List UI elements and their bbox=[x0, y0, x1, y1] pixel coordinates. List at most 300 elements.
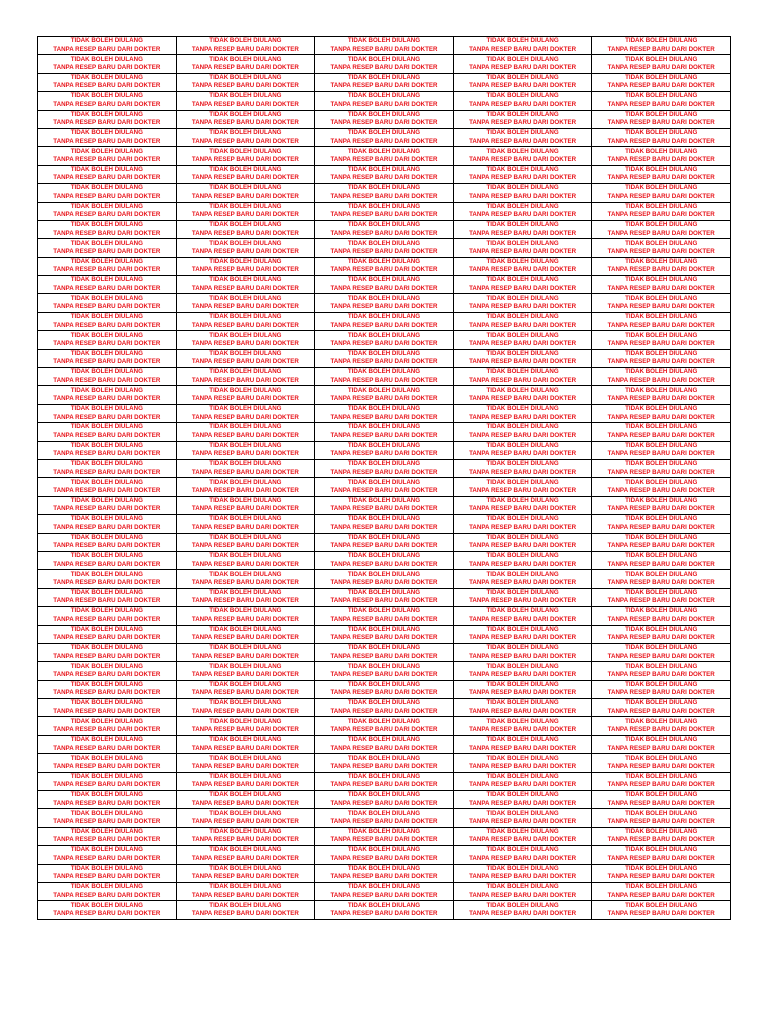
label-line-2: TANPA RESEP BARU DARI DOKTER bbox=[607, 836, 715, 844]
label-cell bbox=[592, 625, 731, 643]
label-line-1: TIDAK BOLEH DIULANG bbox=[347, 607, 421, 615]
label-line-1: TIDAK BOLEH DIULANG bbox=[486, 349, 559, 357]
label-cell bbox=[315, 147, 454, 165]
label-line-1: TIDAK BOLEH DIULANG bbox=[70, 239, 143, 247]
label-line-2: TANPA RESEP BARU DARI DOKTER bbox=[607, 781, 715, 789]
label-row bbox=[38, 809, 731, 827]
label-cell bbox=[176, 791, 315, 809]
label-line-1: TIDAK BOLEH DIULANG bbox=[209, 497, 282, 505]
label-line-2: TANPA RESEP BARU DARI DOKTER bbox=[191, 615, 299, 623]
label-line-1: TIDAK BOLEH DIULANG bbox=[486, 607, 559, 615]
label-line-2: TANPA RESEP BARU DARI DOKTER bbox=[607, 707, 715, 715]
label-cell bbox=[592, 699, 731, 717]
label-line-1: TIDAK BOLEH DIULANG bbox=[625, 625, 698, 633]
label-line-1: TIDAK BOLEH DIULANG bbox=[347, 736, 421, 744]
label-cell bbox=[592, 809, 731, 827]
label-cell bbox=[453, 588, 592, 606]
label-line-2: TANPA RESEP BARU DARI DOKTER bbox=[330, 523, 438, 531]
label-cell bbox=[38, 257, 177, 275]
label-line-2: TANPA RESEP BARU DARI DOKTER bbox=[607, 431, 715, 439]
label-row bbox=[38, 662, 731, 680]
label-cell bbox=[453, 220, 592, 238]
label-cell bbox=[176, 92, 315, 110]
label-cell bbox=[176, 404, 315, 422]
label-cell bbox=[453, 368, 592, 386]
label-line-2: TANPA RESEP BARU DARI DOKTER bbox=[191, 229, 299, 237]
label-line-1: TIDAK BOLEH DIULANG bbox=[625, 515, 698, 523]
label-line-1: TIDAK BOLEH DIULANG bbox=[70, 129, 143, 137]
label-line-1: TIDAK BOLEH DIULANG bbox=[347, 754, 421, 762]
label-cell bbox=[592, 312, 731, 330]
label-cell bbox=[315, 73, 454, 91]
label-line-1: TIDAK BOLEH DIULANG bbox=[486, 497, 559, 505]
label-line-2: TANPA RESEP BARU DARI DOKTER bbox=[469, 523, 577, 531]
label-line-1: TIDAK BOLEH DIULANG bbox=[70, 662, 143, 670]
label-line-2: TANPA RESEP BARU DARI DOKTER bbox=[469, 82, 577, 90]
label-line-2: TANPA RESEP BARU DARI DOKTER bbox=[330, 762, 438, 770]
label-row bbox=[38, 533, 731, 551]
label-line-2: TANPA RESEP BARU DARI DOKTER bbox=[607, 339, 715, 347]
label-line-2: TANPA RESEP BARU DARI DOKTER bbox=[469, 156, 577, 164]
label-cell bbox=[176, 257, 315, 275]
label-line-2: TANPA RESEP BARU DARI DOKTER bbox=[330, 689, 438, 697]
label-line-1: TIDAK BOLEH DIULANG bbox=[347, 184, 421, 192]
label-line-1: TIDAK BOLEH DIULANG bbox=[347, 239, 421, 247]
label-cell bbox=[38, 128, 177, 146]
label-cell bbox=[453, 735, 592, 753]
label-line-1: TIDAK BOLEH DIULANG bbox=[70, 864, 143, 872]
label-line-2: TANPA RESEP BARU DARI DOKTER bbox=[607, 376, 715, 384]
label-line-2: TANPA RESEP BARU DARI DOKTER bbox=[191, 211, 299, 219]
label-line-2: TANPA RESEP BARU DARI DOKTER bbox=[607, 358, 715, 366]
label-row bbox=[38, 37, 731, 55]
label-cell bbox=[38, 239, 177, 257]
label-cell bbox=[315, 257, 454, 275]
label-cell bbox=[38, 110, 177, 128]
label-line-1: TIDAK BOLEH DIULANG bbox=[70, 570, 143, 578]
label-line-2: TANPA RESEP BARU DARI DOKTER bbox=[53, 707, 161, 715]
label-cell bbox=[453, 92, 592, 110]
label-cell bbox=[38, 147, 177, 165]
label-cell bbox=[176, 662, 315, 680]
label-line-2: TANPA RESEP BARU DARI DOKTER bbox=[607, 487, 715, 495]
label-line-1: TIDAK BOLEH DIULANG bbox=[209, 55, 282, 63]
label-line-1: TIDAK BOLEH DIULANG bbox=[70, 846, 143, 854]
label-cell bbox=[176, 515, 315, 533]
label-line-2: TANPA RESEP BARU DARI DOKTER bbox=[330, 156, 438, 164]
label-line-2: TANPA RESEP BARU DARI DOKTER bbox=[607, 137, 715, 145]
label-cell bbox=[592, 791, 731, 809]
label-cell bbox=[176, 184, 315, 202]
label-line-1: TIDAK BOLEH DIULANG bbox=[70, 257, 143, 265]
label-line-1: TIDAK BOLEH DIULANG bbox=[625, 699, 698, 707]
label-row bbox=[38, 55, 731, 73]
label-line-1: TIDAK BOLEH DIULANG bbox=[209, 331, 282, 339]
label-line-2: TANPA RESEP BARU DARI DOKTER bbox=[191, 670, 299, 678]
label-line-2: TANPA RESEP BARU DARI DOKTER bbox=[607, 450, 715, 458]
label-cell bbox=[38, 37, 177, 55]
label-cell bbox=[592, 735, 731, 753]
label-cell bbox=[315, 423, 454, 441]
label-line-1: TIDAK BOLEH DIULANG bbox=[625, 294, 698, 302]
label-line-2: TANPA RESEP BARU DARI DOKTER bbox=[191, 799, 299, 807]
label-line-2: TANPA RESEP BARU DARI DOKTER bbox=[330, 854, 438, 862]
label-cell bbox=[453, 717, 592, 735]
label-line-1: TIDAK BOLEH DIULANG bbox=[70, 37, 143, 45]
label-line-2: TANPA RESEP BARU DARI DOKTER bbox=[191, 744, 299, 752]
label-line-1: TIDAK BOLEH DIULANG bbox=[70, 74, 143, 82]
label-line-2: TANPA RESEP BARU DARI DOKTER bbox=[191, 431, 299, 439]
label-line-2: TANPA RESEP BARU DARI DOKTER bbox=[191, 689, 299, 697]
label-line-2: TANPA RESEP BARU DARI DOKTER bbox=[607, 247, 715, 255]
label-line-1: TIDAK BOLEH DIULANG bbox=[70, 680, 143, 688]
label-line-1: TIDAK BOLEH DIULANG bbox=[625, 791, 698, 799]
label-line-2: TANPA RESEP BARU DARI DOKTER bbox=[607, 652, 715, 660]
label-line-1: TIDAK BOLEH DIULANG bbox=[486, 423, 559, 431]
label-line-2: TANPA RESEP BARU DARI DOKTER bbox=[53, 818, 161, 826]
label-line-1: TIDAK BOLEH DIULANG bbox=[209, 533, 282, 541]
label-line-1: TIDAK BOLEH DIULANG bbox=[486, 883, 559, 891]
label-line-1: TIDAK BOLEH DIULANG bbox=[486, 515, 559, 523]
label-row bbox=[38, 882, 731, 900]
label-line-2: TANPA RESEP BARU DARI DOKTER bbox=[469, 211, 577, 219]
label-line-2: TANPA RESEP BARU DARI DOKTER bbox=[607, 560, 715, 568]
label-line-2: TANPA RESEP BARU DARI DOKTER bbox=[607, 523, 715, 531]
label-cell bbox=[315, 37, 454, 55]
label-line-2: TANPA RESEP BARU DARI DOKTER bbox=[469, 560, 577, 568]
label-line-2: TANPA RESEP BARU DARI DOKTER bbox=[53, 229, 161, 237]
label-row bbox=[38, 551, 731, 569]
label-cell bbox=[176, 533, 315, 551]
label-cell bbox=[453, 864, 592, 882]
label-line-1: TIDAK BOLEH DIULANG bbox=[625, 37, 698, 45]
label-cell bbox=[38, 441, 177, 459]
label-cell bbox=[176, 37, 315, 55]
label-line-2: TANPA RESEP BARU DARI DOKTER bbox=[469, 505, 577, 513]
label-cell bbox=[592, 202, 731, 220]
label-row bbox=[38, 699, 731, 717]
label-line-2: TANPA RESEP BARU DARI DOKTER bbox=[607, 266, 715, 274]
label-cell bbox=[38, 662, 177, 680]
label-cell bbox=[592, 147, 731, 165]
label-line-1: TIDAK BOLEH DIULANG bbox=[486, 570, 559, 578]
label-line-2: TANPA RESEP BARU DARI DOKTER bbox=[469, 431, 577, 439]
label-line-2: TANPA RESEP BARU DARI DOKTER bbox=[607, 156, 715, 164]
label-line-2: TANPA RESEP BARU DARI DOKTER bbox=[607, 597, 715, 605]
label-line-1: TIDAK BOLEH DIULANG bbox=[70, 589, 143, 596]
label-cell bbox=[38, 533, 177, 551]
label-line-1: TIDAK BOLEH DIULANG bbox=[70, 644, 143, 652]
label-line-1: TIDAK BOLEH DIULANG bbox=[347, 55, 421, 63]
label-cell bbox=[315, 643, 454, 661]
label-line-1: TIDAK BOLEH DIULANG bbox=[209, 386, 282, 394]
label-cell bbox=[38, 735, 177, 753]
label-line-1: TIDAK BOLEH DIULANG bbox=[625, 147, 698, 155]
label-line-2: TANPA RESEP BARU DARI DOKTER bbox=[53, 82, 161, 90]
label-cell bbox=[38, 368, 177, 386]
label-line-1: TIDAK BOLEH DIULANG bbox=[70, 533, 143, 541]
label-line-1: TIDAK BOLEH DIULANG bbox=[625, 662, 698, 670]
label-cell bbox=[38, 459, 177, 477]
label-cell bbox=[176, 496, 315, 514]
label-line-2: TANPA RESEP BARU DARI DOKTER bbox=[53, 744, 161, 752]
label-row bbox=[38, 754, 731, 772]
label-cell bbox=[453, 349, 592, 367]
label-cell bbox=[592, 257, 731, 275]
label-cell bbox=[315, 882, 454, 900]
label-cell bbox=[315, 735, 454, 753]
label-line-1: TIDAK BOLEH DIULANG bbox=[209, 680, 282, 688]
label-cell bbox=[38, 184, 177, 202]
label-cell bbox=[38, 699, 177, 717]
label-line-1: TIDAK BOLEH DIULANG bbox=[625, 313, 698, 321]
label-line-2: TANPA RESEP BARU DARI DOKTER bbox=[330, 431, 438, 439]
label-cell bbox=[176, 147, 315, 165]
label-cell bbox=[315, 662, 454, 680]
label-line-2: TANPA RESEP BARU DARI DOKTER bbox=[191, 634, 299, 642]
label-line-1: TIDAK BOLEH DIULANG bbox=[625, 533, 698, 541]
label-line-2: TANPA RESEP BARU DARI DOKTER bbox=[330, 615, 438, 623]
label-cell bbox=[176, 459, 315, 477]
label-row bbox=[38, 128, 731, 146]
label-line-2: TANPA RESEP BARU DARI DOKTER bbox=[191, 174, 299, 182]
label-line-2: TANPA RESEP BARU DARI DOKTER bbox=[53, 156, 161, 164]
label-line-1: TIDAK BOLEH DIULANG bbox=[625, 736, 698, 744]
label-line-1: TIDAK BOLEH DIULANG bbox=[209, 736, 282, 744]
label-line-2: TANPA RESEP BARU DARI DOKTER bbox=[330, 137, 438, 145]
label-cell bbox=[38, 331, 177, 349]
label-cell bbox=[176, 110, 315, 128]
label-cell bbox=[176, 220, 315, 238]
label-line-1: TIDAK BOLEH DIULANG bbox=[347, 166, 421, 174]
label-line-2: TANPA RESEP BARU DARI DOKTER bbox=[607, 468, 715, 476]
label-line-2: TANPA RESEP BARU DARI DOKTER bbox=[53, 266, 161, 274]
label-cell bbox=[453, 147, 592, 165]
label-cell bbox=[38, 551, 177, 569]
label-line-1: TIDAK BOLEH DIULANG bbox=[486, 533, 559, 541]
label-line-2: TANPA RESEP BARU DARI DOKTER bbox=[53, 854, 161, 862]
label-line-1: TIDAK BOLEH DIULANG bbox=[625, 239, 698, 247]
label-line-1: TIDAK BOLEH DIULANG bbox=[347, 110, 421, 118]
label-line-2: TANPA RESEP BARU DARI DOKTER bbox=[469, 413, 577, 421]
label-line-2: TANPA RESEP BARU DARI DOKTER bbox=[191, 64, 299, 72]
label-line-1: TIDAK BOLEH DIULANG bbox=[70, 313, 143, 321]
label-line-1: TIDAK BOLEH DIULANG bbox=[209, 552, 282, 560]
label-line-2: TANPA RESEP BARU DARI DOKTER bbox=[330, 560, 438, 568]
label-line-1: TIDAK BOLEH DIULANG bbox=[486, 736, 559, 744]
label-row bbox=[38, 441, 731, 459]
label-cell bbox=[176, 643, 315, 661]
label-row bbox=[38, 294, 731, 312]
label-line-1: TIDAK BOLEH DIULANG bbox=[209, 828, 282, 836]
label-line-1: TIDAK BOLEH DIULANG bbox=[625, 221, 698, 229]
label-line-1: TIDAK BOLEH DIULANG bbox=[209, 625, 282, 633]
label-cell bbox=[453, 37, 592, 55]
label-line-2: TANPA RESEP BARU DARI DOKTER bbox=[191, 762, 299, 770]
label-line-1: TIDAK BOLEH DIULANG bbox=[209, 129, 282, 137]
label-cell bbox=[315, 901, 454, 919]
label-line-1: TIDAK BOLEH DIULANG bbox=[347, 699, 421, 707]
label-cell bbox=[315, 404, 454, 422]
label-line-1: TIDAK BOLEH DIULANG bbox=[625, 441, 698, 449]
label-row bbox=[38, 735, 731, 753]
label-line-1: TIDAK BOLEH DIULANG bbox=[209, 239, 282, 247]
label-row bbox=[38, 165, 731, 183]
label-row bbox=[38, 92, 731, 110]
label-line-2: TANPA RESEP BARU DARI DOKTER bbox=[469, 64, 577, 72]
label-line-1: TIDAK BOLEH DIULANG bbox=[209, 607, 282, 615]
label-line-2: TANPA RESEP BARU DARI DOKTER bbox=[53, 873, 161, 881]
label-line-1: TIDAK BOLEH DIULANG bbox=[625, 129, 698, 137]
label-cell bbox=[176, 882, 315, 900]
label-cell bbox=[453, 441, 592, 459]
label-row bbox=[38, 570, 731, 588]
label-line-2: TANPA RESEP BARU DARI DOKTER bbox=[330, 579, 438, 587]
label-line-2: TANPA RESEP BARU DARI DOKTER bbox=[330, 192, 438, 200]
label-cell bbox=[592, 901, 731, 919]
label-line-2: TANPA RESEP BARU DARI DOKTER bbox=[469, 854, 577, 862]
label-line-1: TIDAK BOLEH DIULANG bbox=[209, 349, 282, 357]
label-cell bbox=[453, 533, 592, 551]
label-line-2: TANPA RESEP BARU DARI DOKTER bbox=[53, 376, 161, 384]
label-line-1: TIDAK BOLEH DIULANG bbox=[209, 313, 282, 321]
label-line-1: TIDAK BOLEH DIULANG bbox=[625, 74, 698, 82]
label-line-1: TIDAK BOLEH DIULANG bbox=[347, 883, 421, 891]
label-line-2: TANPA RESEP BARU DARI DOKTER bbox=[607, 634, 715, 642]
label-cell bbox=[592, 827, 731, 845]
label-line-1: TIDAK BOLEH DIULANG bbox=[347, 644, 421, 652]
label-line-1: TIDAK BOLEH DIULANG bbox=[209, 754, 282, 762]
label-line-2: TANPA RESEP BARU DARI DOKTER bbox=[469, 744, 577, 752]
label-line-1: TIDAK BOLEH DIULANG bbox=[625, 423, 698, 431]
label-line-2: TANPA RESEP BARU DARI DOKTER bbox=[191, 468, 299, 476]
label-cell bbox=[176, 349, 315, 367]
label-grid bbox=[38, 37, 731, 920]
label-line-1: TIDAK BOLEH DIULANG bbox=[209, 166, 282, 174]
label-line-1: TIDAK BOLEH DIULANG bbox=[209, 717, 282, 725]
label-row bbox=[38, 846, 731, 864]
label-line-1: TIDAK BOLEH DIULANG bbox=[347, 441, 421, 449]
label-cell bbox=[453, 515, 592, 533]
label-cell bbox=[38, 294, 177, 312]
label-cell bbox=[453, 901, 592, 919]
label-row bbox=[38, 368, 731, 386]
label-line-1: TIDAK BOLEH DIULANG bbox=[209, 423, 282, 431]
label-cell bbox=[453, 551, 592, 569]
label-line-2: TANPA RESEP BARU DARI DOKTER bbox=[53, 762, 161, 770]
label-cell bbox=[176, 368, 315, 386]
label-line-1: TIDAK BOLEH DIULANG bbox=[347, 368, 421, 376]
label-line-2: TANPA RESEP BARU DARI DOKTER bbox=[191, 854, 299, 862]
label-line-2: TANPA RESEP BARU DARI DOKTER bbox=[330, 744, 438, 752]
label-line-2: TANPA RESEP BARU DARI DOKTER bbox=[330, 82, 438, 90]
label-cell bbox=[453, 772, 592, 790]
label-line-1: TIDAK BOLEH DIULANG bbox=[347, 552, 421, 560]
label-line-2: TANPA RESEP BARU DARI DOKTER bbox=[607, 910, 715, 918]
label-cell bbox=[453, 294, 592, 312]
label-line-1: TIDAK BOLEH DIULANG bbox=[347, 423, 421, 431]
label-line-1: TIDAK BOLEH DIULANG bbox=[347, 257, 421, 265]
label-line-1: TIDAK BOLEH DIULANG bbox=[486, 717, 559, 725]
label-line-1: TIDAK BOLEH DIULANG bbox=[625, 754, 698, 762]
label-line-1: TIDAK BOLEH DIULANG bbox=[70, 717, 143, 725]
label-line-1: TIDAK BOLEH DIULANG bbox=[70, 478, 143, 486]
label-line-1: TIDAK BOLEH DIULANG bbox=[625, 110, 698, 118]
label-cell bbox=[176, 901, 315, 919]
label-line-1: TIDAK BOLEH DIULANG bbox=[347, 478, 421, 486]
label-cell bbox=[176, 312, 315, 330]
label-line-1: TIDAK BOLEH DIULANG bbox=[347, 74, 421, 82]
label-cell bbox=[453, 202, 592, 220]
label-cell bbox=[176, 276, 315, 294]
label-line-2: TANPA RESEP BARU DARI DOKTER bbox=[330, 597, 438, 605]
label-line-2: TANPA RESEP BARU DARI DOKTER bbox=[607, 762, 715, 770]
label-cell bbox=[38, 55, 177, 73]
label-cell bbox=[453, 404, 592, 422]
label-line-2: TANPA RESEP BARU DARI DOKTER bbox=[469, 542, 577, 550]
label-line-2: TANPA RESEP BARU DARI DOKTER bbox=[53, 413, 161, 421]
label-line-2: TANPA RESEP BARU DARI DOKTER bbox=[469, 192, 577, 200]
label-line-1: TIDAK BOLEH DIULANG bbox=[347, 809, 421, 817]
label-line-2: TANPA RESEP BARU DARI DOKTER bbox=[469, 229, 577, 237]
label-line-2: TANPA RESEP BARU DARI DOKTER bbox=[330, 652, 438, 660]
label-cell bbox=[176, 680, 315, 698]
label-line-2: TANPA RESEP BARU DARI DOKTER bbox=[53, 303, 161, 311]
label-cell bbox=[453, 73, 592, 91]
label-line-2: TANPA RESEP BARU DARI DOKTER bbox=[53, 615, 161, 623]
label-cell bbox=[38, 680, 177, 698]
label-line-1: TIDAK BOLEH DIULANG bbox=[209, 184, 282, 192]
label-line-1: TIDAK BOLEH DIULANG bbox=[347, 313, 421, 321]
label-cell bbox=[315, 128, 454, 146]
label-cell bbox=[592, 607, 731, 625]
label-line-1: TIDAK BOLEH DIULANG bbox=[486, 699, 559, 707]
label-row bbox=[38, 312, 731, 330]
label-line-1: TIDAK BOLEH DIULANG bbox=[486, 110, 559, 118]
label-cell bbox=[38, 73, 177, 91]
label-cell bbox=[176, 73, 315, 91]
label-line-1: TIDAK BOLEH DIULANG bbox=[70, 515, 143, 523]
label-line-2: TANPA RESEP BARU DARI DOKTER bbox=[191, 542, 299, 550]
label-cell bbox=[315, 791, 454, 809]
label-line-2: TANPA RESEP BARU DARI DOKTER bbox=[469, 100, 577, 108]
label-cell bbox=[176, 294, 315, 312]
label-line-1: TIDAK BOLEH DIULANG bbox=[209, 901, 282, 909]
label-row bbox=[38, 331, 731, 349]
label-line-2: TANPA RESEP BARU DARI DOKTER bbox=[607, 211, 715, 219]
label-line-1: TIDAK BOLEH DIULANG bbox=[625, 607, 698, 615]
label-line-1: TIDAK BOLEH DIULANG bbox=[486, 828, 559, 836]
label-cell bbox=[38, 496, 177, 514]
label-line-2: TANPA RESEP BARU DARI DOKTER bbox=[607, 891, 715, 899]
label-line-1: TIDAK BOLEH DIULANG bbox=[209, 772, 282, 780]
label-line-2: TANPA RESEP BARU DARI DOKTER bbox=[330, 303, 438, 311]
label-line-1: TIDAK BOLEH DIULANG bbox=[625, 460, 698, 468]
label-line-1: TIDAK BOLEH DIULANG bbox=[70, 828, 143, 836]
label-line-1: TIDAK BOLEH DIULANG bbox=[347, 331, 421, 339]
label-line-2: TANPA RESEP BARU DARI DOKTER bbox=[607, 744, 715, 752]
label-line-2: TANPA RESEP BARU DARI DOKTER bbox=[469, 726, 577, 734]
label-line-2: TANPA RESEP BARU DARI DOKTER bbox=[330, 542, 438, 550]
label-cell bbox=[315, 588, 454, 606]
label-cell bbox=[453, 754, 592, 772]
label-line-2: TANPA RESEP BARU DARI DOKTER bbox=[330, 284, 438, 292]
label-cell bbox=[315, 202, 454, 220]
label-line-1: TIDAK BOLEH DIULANG bbox=[347, 294, 421, 302]
label-cell bbox=[315, 827, 454, 845]
label-line-2: TANPA RESEP BARU DARI DOKTER bbox=[191, 505, 299, 513]
label-line-2: TANPA RESEP BARU DARI DOKTER bbox=[330, 891, 438, 899]
